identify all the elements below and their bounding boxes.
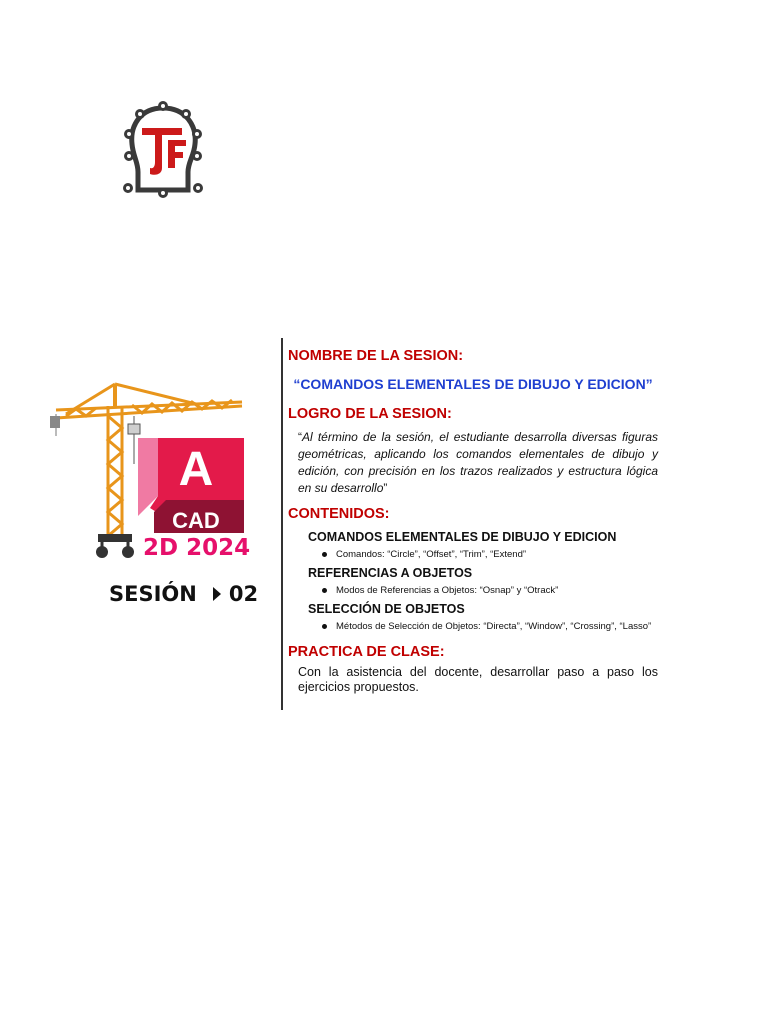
session-label: SESIÓN (109, 582, 197, 606)
topic-2 (288, 565, 658, 597)
topic-items (322, 621, 658, 633)
session-goal-text (298, 429, 658, 497)
goal-body: Al término de la sesión, el estudiante desarrolla diversas figuras geométricas, aplicando los comandos elementales de dibujo y edición, con precisión en los trazos realizados y estructura lógica en su desarrollo (298, 430, 658, 495)
quote-open: “ (298, 430, 302, 444)
list-item: Métodos de Selección de Objetos: “Directa”, “Window”, “Crossing”, “Lasso” (322, 621, 658, 633)
topic-1 (288, 529, 658, 561)
vertical-divider (281, 338, 283, 710)
topic-title: REFERENCIAS A OBJETOS (308, 566, 473, 580)
topic-title: SELECCIÓN DE OBJETOS (308, 602, 465, 616)
tf-gear-logo-icon (120, 100, 206, 198)
topic-items (322, 549, 658, 561)
contents-heading: CONTENIDOS: (288, 506, 390, 522)
session-badge (109, 582, 258, 606)
list-item: Modos de Referencias a Objetos: “Osnap” y “Otrack” (322, 585, 658, 597)
topic-items (322, 585, 658, 597)
topic-title: COMANDOS ELEMENTALES DE DIBUJO Y EDICION (308, 530, 617, 544)
autocad-logo-label: CAD (172, 508, 220, 533)
topic-3 (288, 601, 658, 633)
practice-heading: PRACTICA DE CLASE: (288, 644, 445, 660)
practice-text: Con la asistencia del docente, desarrollar paso a paso los ejercicios propuestos. (298, 665, 658, 694)
version-label: 2D 2024 (143, 535, 251, 561)
quote-close: ” (383, 481, 388, 495)
session-number: 02 (228, 582, 259, 606)
list-item: Comandos: “Circle”, “Offset”, “Trim”, “Extend” (322, 549, 658, 561)
session-name-heading: NOMBRE DE LA SESION: (288, 348, 464, 364)
session-title: “COMANDOS ELEMENTALES DE DIBUJO Y EDICION” (293, 376, 653, 392)
caret-right-icon (213, 587, 221, 601)
session-details (288, 347, 658, 695)
autocad-logo-letter: A (178, 443, 214, 496)
session-goal-heading: LOGRO DE LA SESION: (288, 406, 452, 422)
